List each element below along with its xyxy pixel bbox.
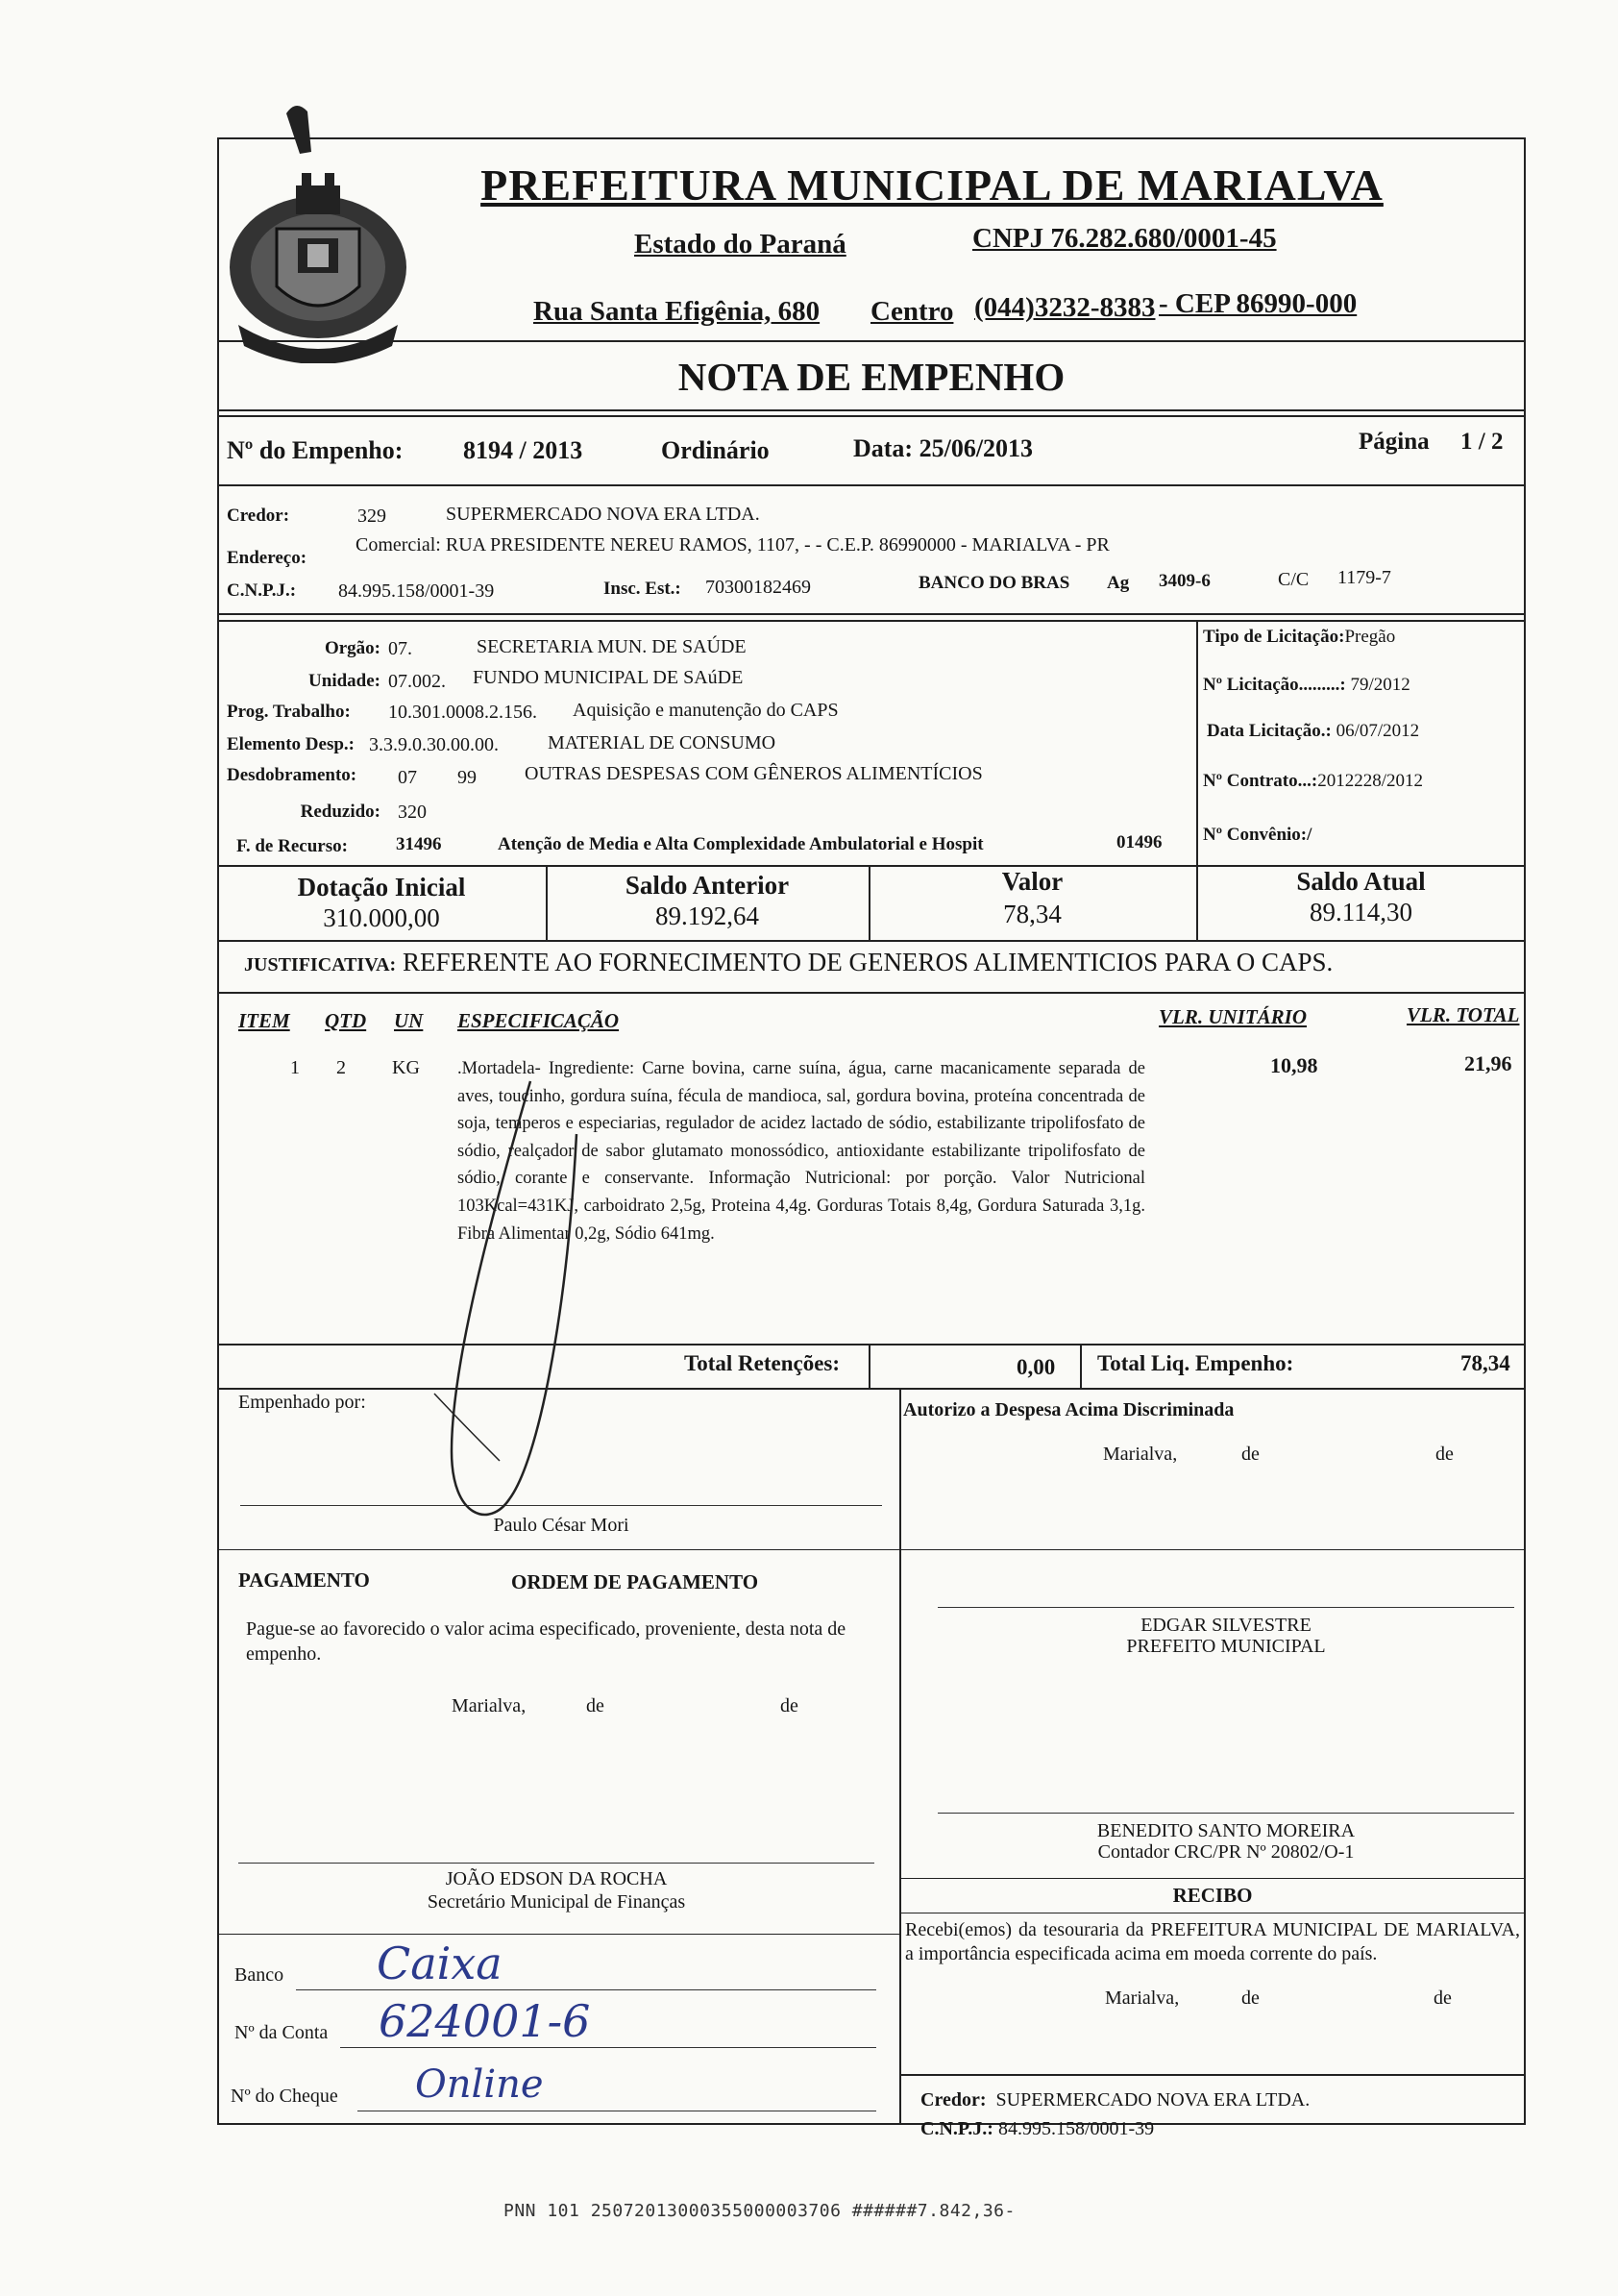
unidade-code: 07.002.	[388, 671, 446, 692]
prog-name: Aquisição e manutenção do CAPS	[573, 700, 839, 721]
unidade-label: Unidade:	[308, 671, 380, 691]
bank-label: BANCO DO BRAS	[919, 573, 1070, 593]
recibo-de-2: de	[1434, 1987, 1452, 2009]
total-liquido-label: Total Liq. Empenho:	[1097, 1351, 1294, 1375]
credor-insc: 70300182469	[705, 577, 811, 598]
pague-de-1: de	[586, 1695, 604, 1716]
autorizo-de-1: de	[1241, 1444, 1260, 1465]
recibo-de-1: de	[1241, 1987, 1260, 2009]
credor-name: SUPERMERCADO NOVA ERA LTDA.	[446, 504, 760, 525]
justificativa-text: REFERENTE AO FORNECIMENTO DE GENEROS ALIMENTICIOS PARA O CAPS.	[402, 948, 1334, 976]
pague-place: Marialva,	[452, 1695, 527, 1716]
org-district: Centro	[870, 296, 954, 327]
pague-de-2: de	[780, 1695, 798, 1716]
unidade-name: FUNDO MUNICIPAL DE SAúDE	[473, 667, 744, 688]
secretario-name: JOÃO EDSON DA ROCHA	[445, 1868, 668, 1889]
credor-code: 329	[357, 506, 386, 527]
credor-address: Comercial: RUA PRESIDENTE NEREU RAMOS, 1107, - - C.E.P. 86990000 - MARIALVA - PR	[355, 534, 1110, 555]
numero-licitacao-label: Nº Licitação.........:	[1203, 675, 1346, 695]
contador-title: Contador CRC/PR Nº 20802/O-1	[1097, 1841, 1355, 1863]
saldo-anterior-label: Saldo Anterior	[625, 871, 790, 900]
item-header-un: UN	[394, 1009, 424, 1032]
recibo-title: RECIBO	[1172, 1884, 1253, 1907]
banco-label: Banco	[234, 1964, 284, 1986]
elemento-label: Elemento Desp.:	[227, 734, 355, 754]
tipo-licitacao	[1203, 627, 1395, 648]
recibo-cnpj	[920, 2118, 1154, 2140]
conta-label: Nº da Conta	[234, 2022, 329, 2043]
data-licitacao	[1207, 721, 1419, 742]
reduzido-label: Reduzido:	[300, 802, 380, 822]
item-header-unit-price: VLR. UNITÁRIO	[1159, 1005, 1308, 1028]
pagamento-label: PAGAMENTO	[238, 1568, 370, 1592]
orgao-label: Orgão:	[324, 638, 380, 658]
empenho-number-label: Nº do Empenho:	[227, 436, 404, 464]
numero-contrato-label: Nº Contrato...:	[1203, 771, 1318, 791]
saldo-atual-label: Saldo Atual	[1296, 867, 1426, 896]
desdobramento-name: OUTRAS DESPESAS COM GÊNEROS ALIMENTÍCIOS	[525, 763, 983, 784]
autorizo-text: Autorizo a Despesa Acima Discriminada	[903, 1399, 1235, 1420]
item-unit-price: 10,98	[1270, 1053, 1318, 1077]
recurso-code-2: 01496	[1116, 832, 1163, 852]
tipo-licitacao-value: Pregão	[1344, 627, 1396, 647]
page-label: Página	[1359, 429, 1430, 455]
prefeito-title: PREFEITO MUNICIPAL	[1126, 1636, 1326, 1657]
recibo-place: Marialva,	[1105, 1987, 1180, 2009]
conta-value: 624001-6	[379, 1995, 591, 2047]
desdobramento-label: Desdobramento:	[227, 765, 357, 785]
total-liquido-value: 78,34	[1460, 1351, 1510, 1375]
empenhado-por-name: Paulo César Mori	[493, 1515, 629, 1536]
pague-se-text: Pague-se ao favorecido o valor acima especificado, proveniente, desta nota de empenho.	[246, 1618, 846, 1665]
tipo-licitacao-label: Tipo de Licitação:	[1203, 627, 1345, 647]
item-unit: KG	[392, 1057, 420, 1078]
numero-licitacao-value: 79/2012	[1350, 675, 1410, 695]
recibo-credor-name: SUPERMERCADO NOVA ERA LTDA.	[995, 2089, 1311, 2111]
empenhado-por-label: Empenhado por:	[238, 1392, 366, 1413]
contador-name: BENEDITO SANTO MOREIRA	[1096, 1820, 1356, 1841]
recurso-code: 31496	[396, 834, 442, 854]
orgao-code: 07.	[388, 638, 412, 659]
org-cnpj: CNPJ 76.282.680/0001-45	[972, 223, 1277, 254]
data-licitacao-label: Data Licitação.:	[1207, 721, 1332, 741]
recibo-text: Recebi(emos) da tesouraria da PREFEITURA MUNICIPAL DE MARIALVA, a importância especificada acima em moeda corrente do país.	[905, 1919, 1520, 1964]
empenho-date: Data: 25/06/2013	[853, 434, 1034, 462]
org-phone: (044)3232-8383	[974, 292, 1156, 323]
credor-cnpj: 84.995.158/0001-39	[338, 580, 495, 602]
item-header-spec: ESPECIFICAÇÃO	[457, 1009, 620, 1032]
saldo-atual-value: 89.114,30	[1310, 898, 1412, 926]
autorizo-place: Marialva,	[1103, 1444, 1178, 1465]
org-state: Estado do Paraná	[634, 229, 846, 259]
item-total: 21,96	[1464, 1051, 1512, 1075]
secretario-title: Secretário Municipal de Finanças	[427, 1891, 686, 1913]
total-retencoes-label: Total Retenções:	[684, 1351, 841, 1375]
autorizo-de-2: de	[1435, 1444, 1454, 1465]
agency-number: 3409-6	[1159, 571, 1211, 591]
recibo-cnpj-value: 84.995.158/0001-39	[997, 2118, 1155, 2139]
recurso-name: Atenção de Media e Alta Complexidade Ambulatorial e Hospit	[498, 834, 984, 854]
page-number: 1 / 2	[1460, 429, 1504, 455]
item-header-total: VLR. TOTAL	[1407, 1003, 1520, 1026]
cnpj-label: C.N.P.J.:	[227, 580, 297, 601]
org-cep: - CEP 86990-000	[1159, 288, 1358, 319]
credor-label: Credor:	[227, 506, 290, 526]
item-quantity: 2	[336, 1057, 346, 1078]
valor-label: Valor	[1001, 867, 1064, 896]
org-title: PREFEITURA MUNICIPAL DE MARIALVA	[480, 160, 1384, 210]
prog-code: 10.301.0008.2.156.	[388, 702, 537, 723]
org-street: Rua Santa Efigênia, 680	[533, 296, 821, 327]
numero-contrato	[1203, 771, 1423, 792]
item-number: 1	[290, 1057, 300, 1078]
agency-label: Ag	[1107, 573, 1130, 593]
recibo-credor-label: Credor:	[920, 2089, 987, 2111]
cheque-label: Nº do Cheque	[231, 2086, 338, 2107]
justificativa	[244, 948, 1333, 977]
desdobramento-code-2: 99	[457, 767, 477, 788]
empenho-type: Ordinário	[661, 436, 770, 464]
item-header-item: ITEM	[238, 1009, 290, 1032]
justificativa-label: JUSTIFICATIVA:	[244, 954, 397, 975]
elemento-code: 3.3.9.0.30.00.00.	[369, 734, 499, 755]
banco-value: Caixa	[377, 1938, 503, 1989]
prog-label: Prog. Trabalho:	[227, 702, 351, 722]
prefeito-name: EDGAR SILVESTRE	[1140, 1615, 1312, 1636]
numero-licitacao	[1203, 675, 1410, 696]
municipal-crest-icon	[219, 94, 417, 363]
signature-scribble-icon	[423, 1076, 653, 1538]
item-specification: .Mortadela- Ingrediente: Carne bovina, carne suína, água, carne macanicamente separada de aves, toucinho, gordura suína, fécula de mandioca, sal, gordura bovina, proteína concentrada de soja, temperos e especiarias, regulador de acidez lactado de sódio, estabilizante tripolifosfato de sódio, realçador de sabor glutamato monossódico, antioxidante estabilizante tripolifosfato de sódio, corante e conservante. Informação Nutricional: por porção. Valor Nutricional 103Kcal=431KJ, carboidrato 2,5g, Proteina 4,4g. Gorduras Totais 8,4g, Gordura Saturada 3,1g. Fibra Alimentar 0,2g, Sódio 641mg.	[457, 1059, 1145, 1244]
item-header-qtd: QTD	[325, 1009, 367, 1032]
empenho-number: 8194 / 2013	[463, 436, 583, 464]
recurso-label: F. de Recurso:	[236, 836, 348, 856]
insc-label: Insc. Est.:	[603, 579, 681, 599]
ordem-pagamento-label: ORDEM DE PAGAMENTO	[511, 1570, 759, 1593]
numero-convenio-label: Nº Convênio:/	[1203, 825, 1312, 845]
saldo-anterior-value: 89.192,64	[655, 901, 759, 930]
valor-value: 78,34	[1003, 900, 1062, 928]
cc-number: 1179-7	[1337, 567, 1391, 588]
data-licitacao-value: 06/07/2012	[1336, 721, 1420, 741]
recibo-credor	[920, 2089, 1310, 2111]
recibo-cnpj-label: C.N.P.J.:	[920, 2118, 993, 2139]
cheque-value: Online	[415, 2062, 544, 2107]
document-title: NOTA DE EMPENHO	[677, 355, 1066, 399]
dotacao-value: 310.000,00	[323, 903, 440, 932]
total-retencoes-value: 0,00	[1017, 1355, 1056, 1379]
elemento-name: MATERIAL DE CONSUMO	[548, 732, 776, 753]
reduzido-value: 320	[398, 802, 427, 823]
orgao-name: SECRETARIA MUN. DE SAÚDE	[477, 636, 747, 657]
numero-contrato-value: 2012228/2012	[1317, 771, 1423, 791]
cc-label: C/C	[1278, 569, 1310, 590]
address-label: Endereço:	[227, 548, 307, 568]
dotacao-label: Dotação Inicial	[297, 873, 466, 901]
desdobramento-code-1: 07	[398, 767, 417, 788]
footer-code: PNN 101 25072013000355000003706 ######7.842,36-	[503, 2201, 1016, 2221]
